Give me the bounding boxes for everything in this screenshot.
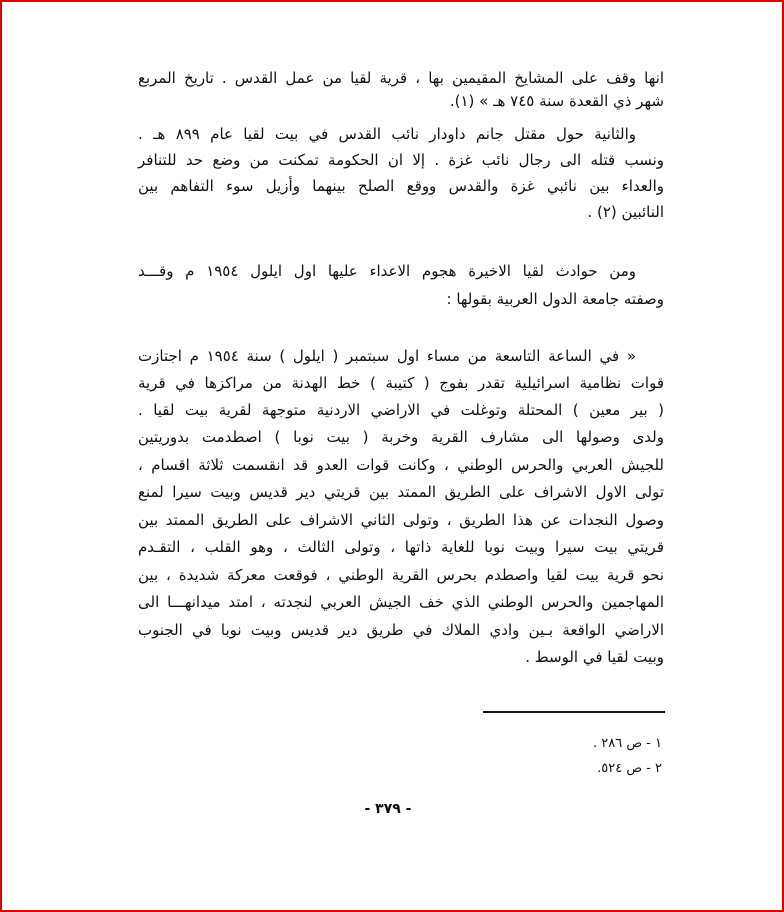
footnote-2: ٢ - ص ٥٢٤. xyxy=(597,761,662,776)
text-line: تولى الاول الاشراف على الطريق الممتد بين قريتي دير قديس وبيت سيرا لمنع xyxy=(138,483,664,501)
footnote-1: ١ - ص ٢٨٦ . xyxy=(592,736,662,751)
text-line: والعداء بين نائبي غزة والقدس ووقع الصلح بينهما وأزيل سوء التفاهم بين xyxy=(138,177,664,195)
text-line: المهاجمين والحرس الوطني الذي خف الجيش العربي لنجدته ، امتد ميدانهـــا الى xyxy=(138,593,664,611)
text-line: وصفته جامعة الدول العربية بقولها : xyxy=(446,290,664,308)
text-line: نحو قرية بيت لقيا واصطدم بحرس القرية الوطني ، فوقعت معركة شديدة ، بين xyxy=(138,566,664,584)
text-line: انها وقف على المشايخ المقيمين بها ، قرية لقيا من عمل القدس . تاريخ المربع xyxy=(138,69,664,87)
text-line: ولدى وصولها الى مشارف القرية وخربة ( بيت نوبا ) اصطدمت بدوريتين xyxy=(138,428,664,446)
text-line: للجيش العربي والحرس الوطني ، وكانت قوات العدو قد انقسمت ثلاثة اقسام ، xyxy=(138,456,664,474)
text-line: ومن حوادث لقيا الاخيرة هجوم الاعداء عليها اول ايلول ١٩٥٤ م وقـــد xyxy=(138,262,636,280)
text-line: « في الساعة التاسعة من مساء اول سبتمبر ( ايلول ) سنة ١٩٥٤ م اجتازت xyxy=(138,347,636,365)
text-line: شهر ذي القعدة سنة ٧٤٥ هـ » (١). xyxy=(449,92,664,110)
text-line: قريتي بيت سيرا وبيت نوبا للغاية ذاتها ، وتولى الثالث ، وهو القلب ، التقـدم xyxy=(138,538,664,556)
text-line: قوات نظامية اسرائيلية تقدر بفوج ( كتيبة ) خط الهدنة من مراكزها في قرية xyxy=(138,374,664,392)
text-line: والثانية حول مقتل جانم داودار نائب القدس في بيت لقيا عام ٨٩٩ هـ . xyxy=(138,125,636,143)
text-line: الاراضي الواقعة بـين وادي الملاك في طريق دير قديس وبيت نوبا في الجنوب xyxy=(138,621,664,639)
text-line: وصول النجدات عن هذا الطريق ، وتولى الثاني الاشراف على الطريق الممتد بين xyxy=(138,511,664,529)
page-number: - ٣٧٩ - xyxy=(364,801,412,817)
text-line: ( بير معين ) المحتلة وتوغلت في الاراضي الاردنية متوجهة لقرية بيت لقيا . xyxy=(138,401,664,419)
text-line: ونسب قتله الى رجال نائب غزة . إلا ان الحكومة تمكنت من وضع حد للتنافر xyxy=(138,151,664,169)
text-line: وبيت لقيا في الوسط . xyxy=(525,648,664,666)
text-line: النائبين (٢) . xyxy=(587,203,664,221)
footnote-divider xyxy=(483,711,665,713)
